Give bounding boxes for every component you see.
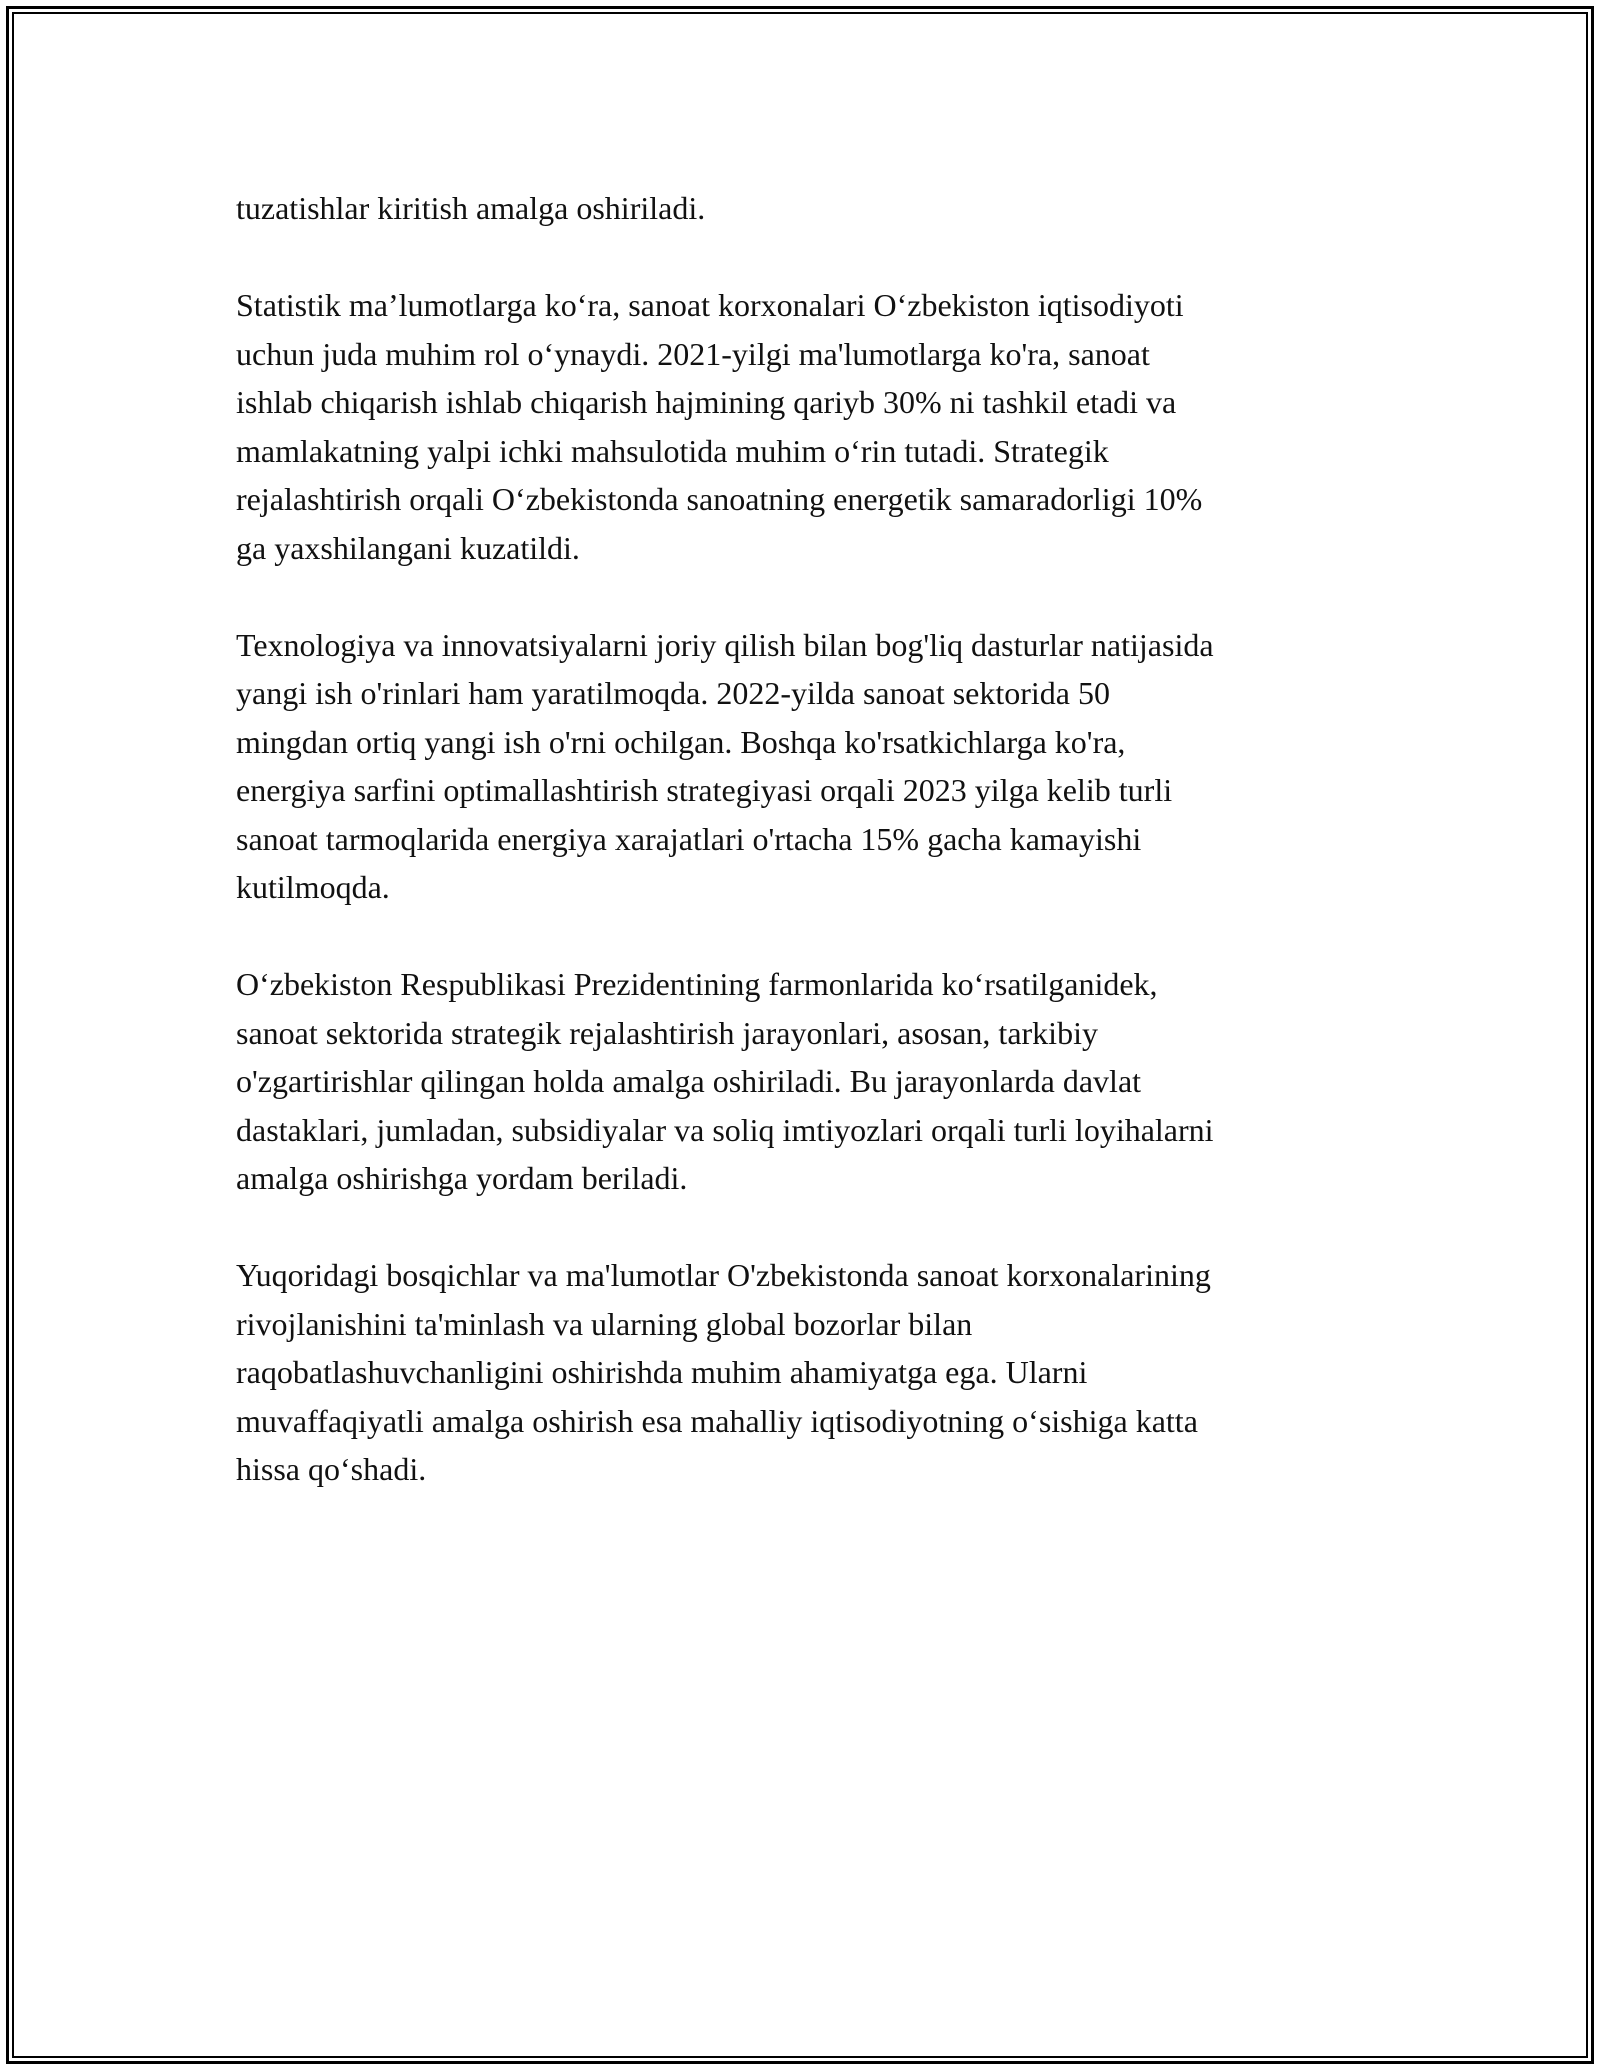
paragraph-technology: Texnologiya va innovatsiyalarni joriy qilish bilan bog'liq dasturlar natijasida yangi ish o'rinlari ham yaratilmoqda. 2022-yilda sanoat sektorida 50 mingdan ortiq yangi ish o'rni ochilgan. Boshqa ko'rsatkichlarga ko'ra, energiya sarfini optimallashtirish strategiyasi orqali 2023 yilga kelib turli sanoat tarmoqlarida energiya xarajatlari o'rtacha 15% gacha kamayishi kutilmoqda. bbox=[236, 626, 1214, 905]
paragraph-presidential-decrees: O‘zbekiston Respublikasi Prezidentining farmonlarida ko‘rsatilganidek, sanoat sektorida strategik rejalashtirish jarayonlari, asosan, tarkibiy o'zgartirishlar qilingan holda amalga oshiriladi. Bu jarayonlarda davlat dastaklari, jumladan, subsidiyalar va soliq imtiyozlari orqali turli loyihalarni amalga oshirishga yordam beriladi. bbox=[236, 966, 1214, 1196]
paragraph-conclusion: Yuqoridagi bosqichlar va ma'lumotlar O'zbekistonda sanoat korxonalarining rivojlanishini ta'minlash va ularning global bozorlar bilan raqobatlashuvchanligini oshirishda muhim ahamiyatga ega. Ularni muvaffaqiyatli amalga oshirish esa mahalliy iqtisodiyotning o‘sishiga katta hissa qo‘shadi. bbox=[236, 1257, 1211, 1487]
paragraph-continuation: tuzatishlar kiritish amalga oshiriladi. bbox=[236, 190, 706, 226]
document-body bbox=[236, 184, 1396, 1542]
paragraph-statistics: Statistik ma’lumotlarga ko‘ra, sanoat korxonalari O‘zbekiston iqtisodiyoti uchun juda muhim rol o‘ynaydi. 2021-yilgi ma'lumotlarga ko'ra, sanoat ishlab chiqarish ishlab chiqarish hajmining qariyb 30% ni tashkil etadi va mamlakatning yalpi ichki mahsulotida muhim o‘rin tutadi. Strategik rejalashtirish orqali O‘zbekistonda sanoatning energetik samaradorligi 10% ga yaxshilangani kuzatildi. bbox=[236, 287, 1203, 566]
